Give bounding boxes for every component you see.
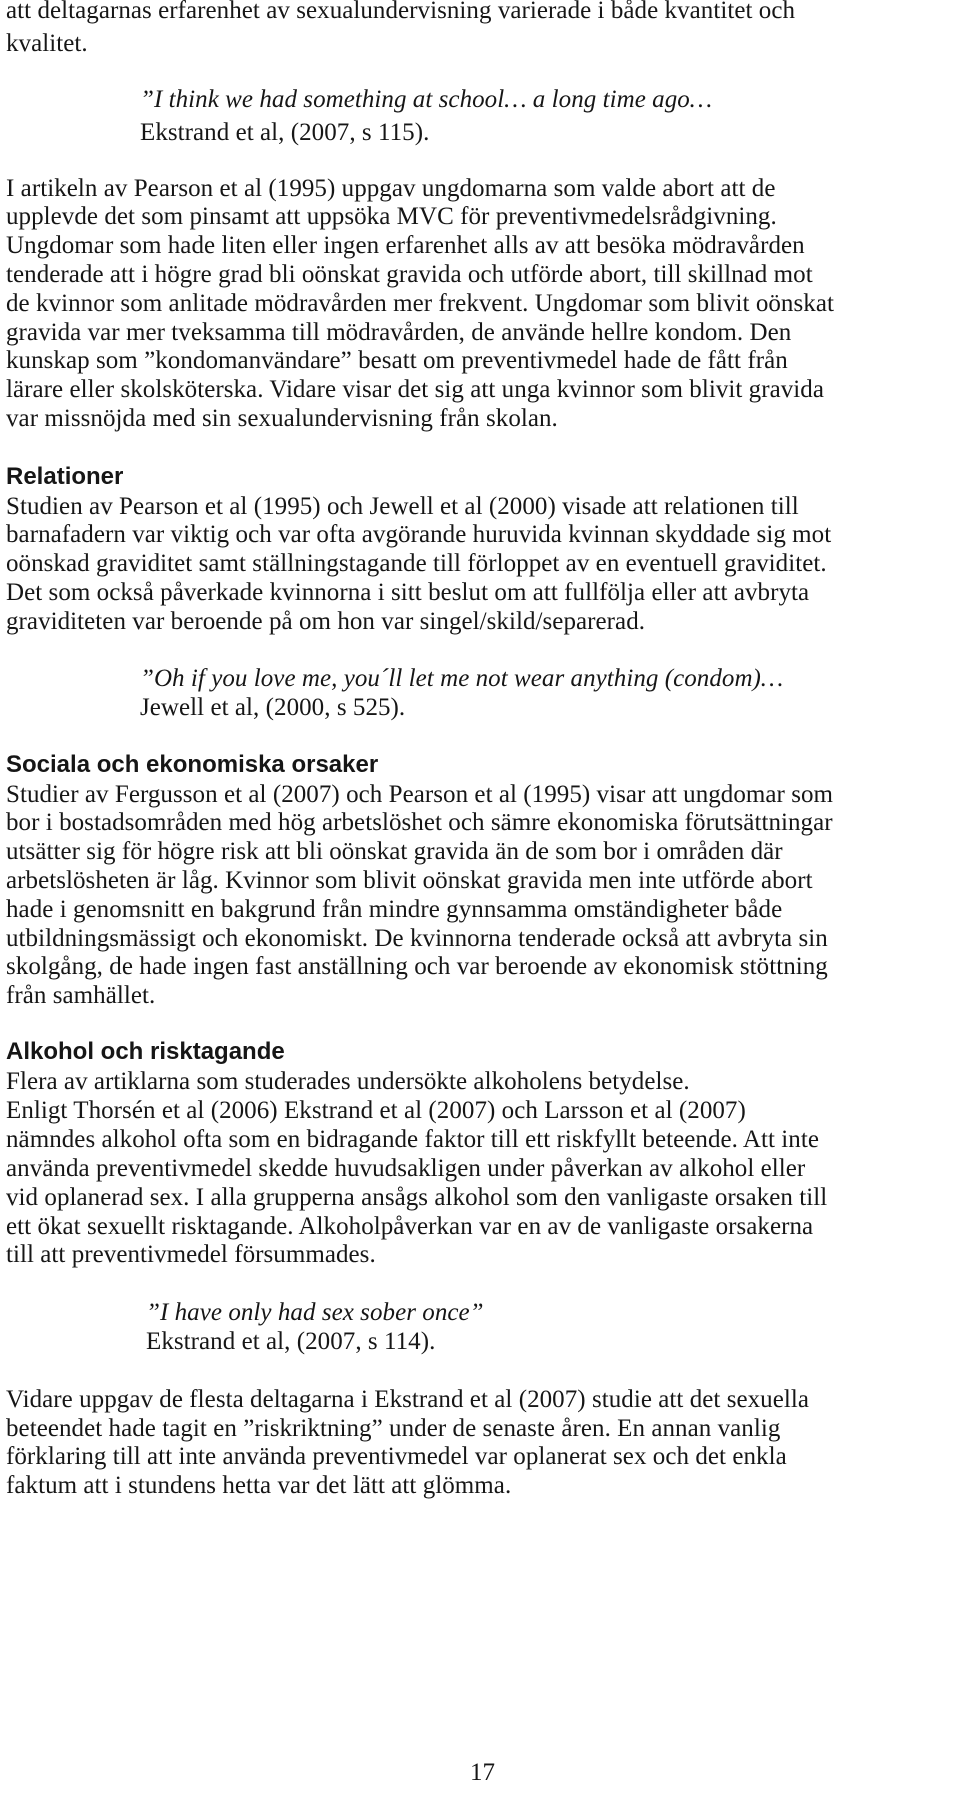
body-line: Flera av artiklarna som studerades undersökte alkoholens betydelse.	[6, 1068, 690, 1095]
body-line: lärare eller skolsköterska. Vidare visar det sig att unga kvinnor som blivit gravida	[6, 376, 824, 403]
body-line: Det som också påverkade kvinnorna i sitt beslut om att fullfölja eller att avbryta	[6, 579, 810, 606]
intro-line: att deltagarnas erfarenhet av sexualundervisning varierade i både kvantitet och	[6, 0, 796, 24]
block-quote: ”I have only had sex sober once”	[146, 1299, 484, 1326]
body-line: förklaring till att inte använda preventivmedel var oplanerat sex och det enkla	[6, 1443, 787, 1470]
body-line: vid oplanerad sex. I alla grupperna ansågs alkohol som den vanligaste orsaken till	[6, 1184, 828, 1211]
body-line: barnafadern var viktig och var ofta avgörande huruvida kvinnan skyddade sig mot	[6, 521, 832, 548]
body-line: Studien av Pearson et al (1995) och Jewell et al (2000) visade att relationen till	[6, 493, 799, 520]
body-line: gravida var mer tveksamma till mödravården, de använde hellre kondom. Den	[6, 319, 792, 346]
quote-citation: Ekstrand et al, (2007, s 115).	[140, 119, 430, 146]
body-line: nämndes alkohol ofta som en bidragande faktor till ett riskfyllt beteende. Att inte	[6, 1126, 819, 1153]
body-line: var missnöjda med sin sexualundervisning från skolan.	[6, 405, 558, 432]
body-line: ett ökat sexuellt risktagande. Alkoholpåverkan var en av de vanligaste orsakerna	[6, 1213, 814, 1240]
quote-citation: Ekstrand et al, (2007, s 114).	[146, 1328, 436, 1355]
section-heading-alkohol: Alkohol och risktagande	[6, 1038, 285, 1065]
body-line: upplevde det som pinsamt att uppsöka MVC för preventivmedelsrådgivning.	[6, 203, 777, 230]
body-line: arbetslösheten är låg. Kvinnor som blivit oönskat gravida men inte utförde abort	[6, 867, 813, 894]
block-quote: ”Oh if you love me, you´ll let me not wear anything (condom)…	[140, 665, 784, 692]
body-line: I artikeln av Pearson et al (1995) uppgav ungdomarna som valde abort att de	[6, 175, 776, 202]
body-line: hade i genomsnitt en bakgrund från mindre gynnsamma omständigheter både	[6, 896, 783, 923]
body-line: utbildningsmässigt och ekonomiskt. De kvinnorna tenderade också att avbryta sin	[6, 925, 828, 952]
body-line: graviditeten var beroende på om hon var singel/skild/separerad.	[6, 608, 646, 635]
body-line: Studier av Fergusson et al (2007) och Pearson et al (1995) visar att ungdomar som	[6, 781, 834, 808]
body-line: oönskad graviditet samt ställningstagande till förloppet av en eventuell graviditet.	[6, 550, 827, 577]
body-line: använda preventivmedel skedde huvudsakligen under påverkan av alkohol eller	[6, 1155, 806, 1182]
page-number: 17	[470, 1759, 495, 1786]
body-line: tenderade att i högre grad bli oönskat gravida och utförde abort, till skillnad mot	[6, 261, 813, 288]
block-quote: ”I think we had something at school… a long time ago…	[140, 86, 713, 113]
body-line: Enligt Thorsén et al (2006) Ekstrand et al (2007) och Larsson et al (2007)	[6, 1097, 746, 1124]
body-line: beteendet hade tagit en ”riskriktning” under de senaste åren. En annan vanlig	[6, 1415, 781, 1442]
body-line: de kvinnor som anlitade mödravården mer frekvent. Ungdomar som blivit oönskat	[6, 290, 834, 317]
body-line: skolgång, de hade ingen fast anställning och var beroende av ekonomisk stöttning	[6, 953, 828, 980]
quote-citation: Jewell et al, (2000, s 525).	[140, 694, 406, 721]
body-line: utsätter sig för högre risk att bli oönskat gravida än de som bor i områden där	[6, 838, 783, 865]
body-line: kunskap som ”kondomanvändare” besatt om preventivmedel hade de fått från	[6, 347, 788, 374]
body-line: faktum att i stundens hetta var det lätt att glömma.	[6, 1472, 512, 1499]
body-line: bor i bostadsområden med hög arbetslöshet och sämre ekonomiska förutsättningar	[6, 809, 833, 836]
body-line: från samhället.	[6, 982, 156, 1009]
body-line: Vidare uppgav de flesta deltagarna i Ekstrand et al (2007) studie att det sexuella	[6, 1386, 810, 1413]
intro-line: kvalitet.	[6, 30, 88, 57]
section-heading-sociala: Sociala och ekonomiska orsaker	[6, 751, 379, 778]
body-line: Ungdomar som hade liten eller ingen erfarenhet alls av att besöka mödravården	[6, 232, 805, 259]
section-heading-relationer: Relationer	[6, 463, 124, 490]
body-line: till att preventivmedel försummades.	[6, 1241, 376, 1268]
